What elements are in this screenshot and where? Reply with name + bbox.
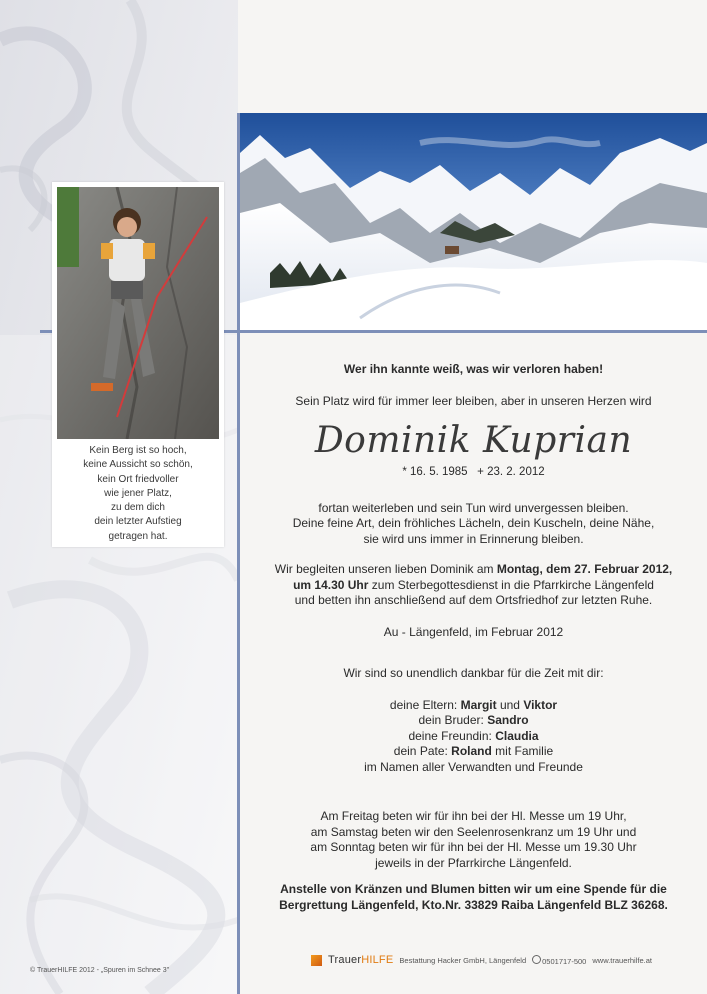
mourner-name: Claudia xyxy=(495,728,539,743)
mourner-name: Margit xyxy=(460,697,497,712)
prayer-line: jeweils in der Pfarrkirche Längenfeld. xyxy=(375,855,572,870)
website-link[interactable]: www.trauerhilfe.at xyxy=(592,955,652,965)
copyright-note: © TrauerHILFE 2012 - „Spuren im Schnee 3" xyxy=(30,967,170,974)
mourner-label: mit Familie xyxy=(491,744,554,758)
donation-line: Anstelle von Kränzen und Blumen bitten wir um eine Spende für die xyxy=(280,882,667,896)
deceased-name: Dominik Kuprian xyxy=(314,420,633,461)
logo-text-part: Trauer xyxy=(328,954,362,966)
poem-line: Kein Berg ist so hoch, xyxy=(89,445,187,456)
funeral-info xyxy=(240,562,707,609)
funeral-date: Montag, dem 27. Februar 2012, xyxy=(496,562,673,576)
text-line: sie wird uns immer in Erinnerung bleiben. xyxy=(363,531,584,546)
mountain-photo xyxy=(240,113,707,330)
company-name: Bestattung Hacker GmbH, Längenfeld xyxy=(399,955,527,965)
phone-number xyxy=(532,955,586,966)
phone-icon xyxy=(532,955,541,964)
mourner-label: dein Bruder: xyxy=(418,713,488,727)
poem-line: keine Aussicht so schön, xyxy=(83,459,193,471)
poem-line: wie jener Platz, xyxy=(104,487,172,499)
poem xyxy=(52,444,224,544)
mourner-name: Sandro xyxy=(487,713,529,727)
text-line: Deine feine Art, dein fröhliches Lächeln, dein Kuscheln, deine Nähe, xyxy=(292,516,655,530)
mourner-relatives: im Namen aller Verwandten und Freunde xyxy=(364,759,583,774)
mourner-label: deine Freundin: xyxy=(408,728,496,743)
thanks-text: Wir sind so unendlich dankbar für die Zeit mit dir: xyxy=(343,666,604,680)
mourner-label: deine Eltern: xyxy=(389,697,461,712)
prayer-line: am Samstag beten wir den Seelenrosenkranz um 19 Uhr und xyxy=(310,824,637,839)
mourner-name: Roland xyxy=(451,744,492,758)
funeral-time: um 14.30 Uhr xyxy=(293,577,369,592)
funeral-line-2 xyxy=(240,578,707,594)
donation-line: Bergrettung Längenfeld, Kto.Nr. 33829 Raiba Längenfeld BLZ 36268. xyxy=(279,897,668,912)
announcement xyxy=(240,360,707,913)
mourner-label: dein Pate: xyxy=(393,744,452,758)
phone-text: 0501717-500 xyxy=(542,956,587,966)
death-date: + 23. 2. 2012 xyxy=(477,466,545,478)
funeral-line-1 xyxy=(240,562,707,578)
trauerhilfe-logo[interactable] xyxy=(328,954,393,966)
continuation-text xyxy=(240,501,707,548)
intro-text: Sein Platz wird für immer leer bleiben, aber in unseren Herzen wird xyxy=(295,393,652,408)
mourner-parents xyxy=(240,698,707,714)
poem-line: dein letzter Aufstieg xyxy=(94,516,182,528)
donation-request xyxy=(240,882,707,913)
portrait-photo xyxy=(57,187,219,439)
funeral-line-3: und betten ihn anschließend auf dem Ortsfriedhof zur letzten Ruhe. xyxy=(294,593,653,607)
place-date: Au - Längenfeld, im Februar 2012 xyxy=(383,624,564,639)
mourner-name: Viktor xyxy=(523,697,558,712)
life-dates xyxy=(240,465,707,481)
trauerhilfe-logo-icon xyxy=(311,955,322,966)
poem-line: zu dem dich xyxy=(111,502,165,514)
mourner-brother xyxy=(240,713,707,729)
birth-date: * 16. 5. 1985 xyxy=(402,466,468,478)
funeral-text: zum Sterbegottesdienst in die Pfarrkirche Längenfeld xyxy=(368,577,654,592)
mourner-godfather xyxy=(240,744,707,760)
mourner-girlfriend xyxy=(240,729,707,745)
funeral-text: Wir begleiten unseren lieben Dominik am xyxy=(274,562,497,576)
prayer-line: am Sonntag beten wir für ihn bei der Hl. Messe um 19.30 Uhr xyxy=(310,840,637,854)
text-line: fortan weiterleben und sein Tun wird unvergessen bleiben. xyxy=(318,500,629,515)
prayer-line: Am Freitag beten wir für ihn bei der Hl. Messe um 19 Uhr, xyxy=(320,809,627,823)
poem-line: getragen hat. xyxy=(108,530,168,542)
prayer-info xyxy=(240,809,707,871)
logo-text-highlight: HILFE xyxy=(361,954,394,966)
poem-line: kein Ort friedvoller xyxy=(97,473,179,485)
portrait-card xyxy=(52,182,224,547)
motto: Wer ihn kannte weiß, was wir verloren haben! xyxy=(343,362,604,376)
mourner-label: und xyxy=(496,697,524,712)
footer-bar xyxy=(311,954,652,966)
mourners-list xyxy=(240,698,707,776)
